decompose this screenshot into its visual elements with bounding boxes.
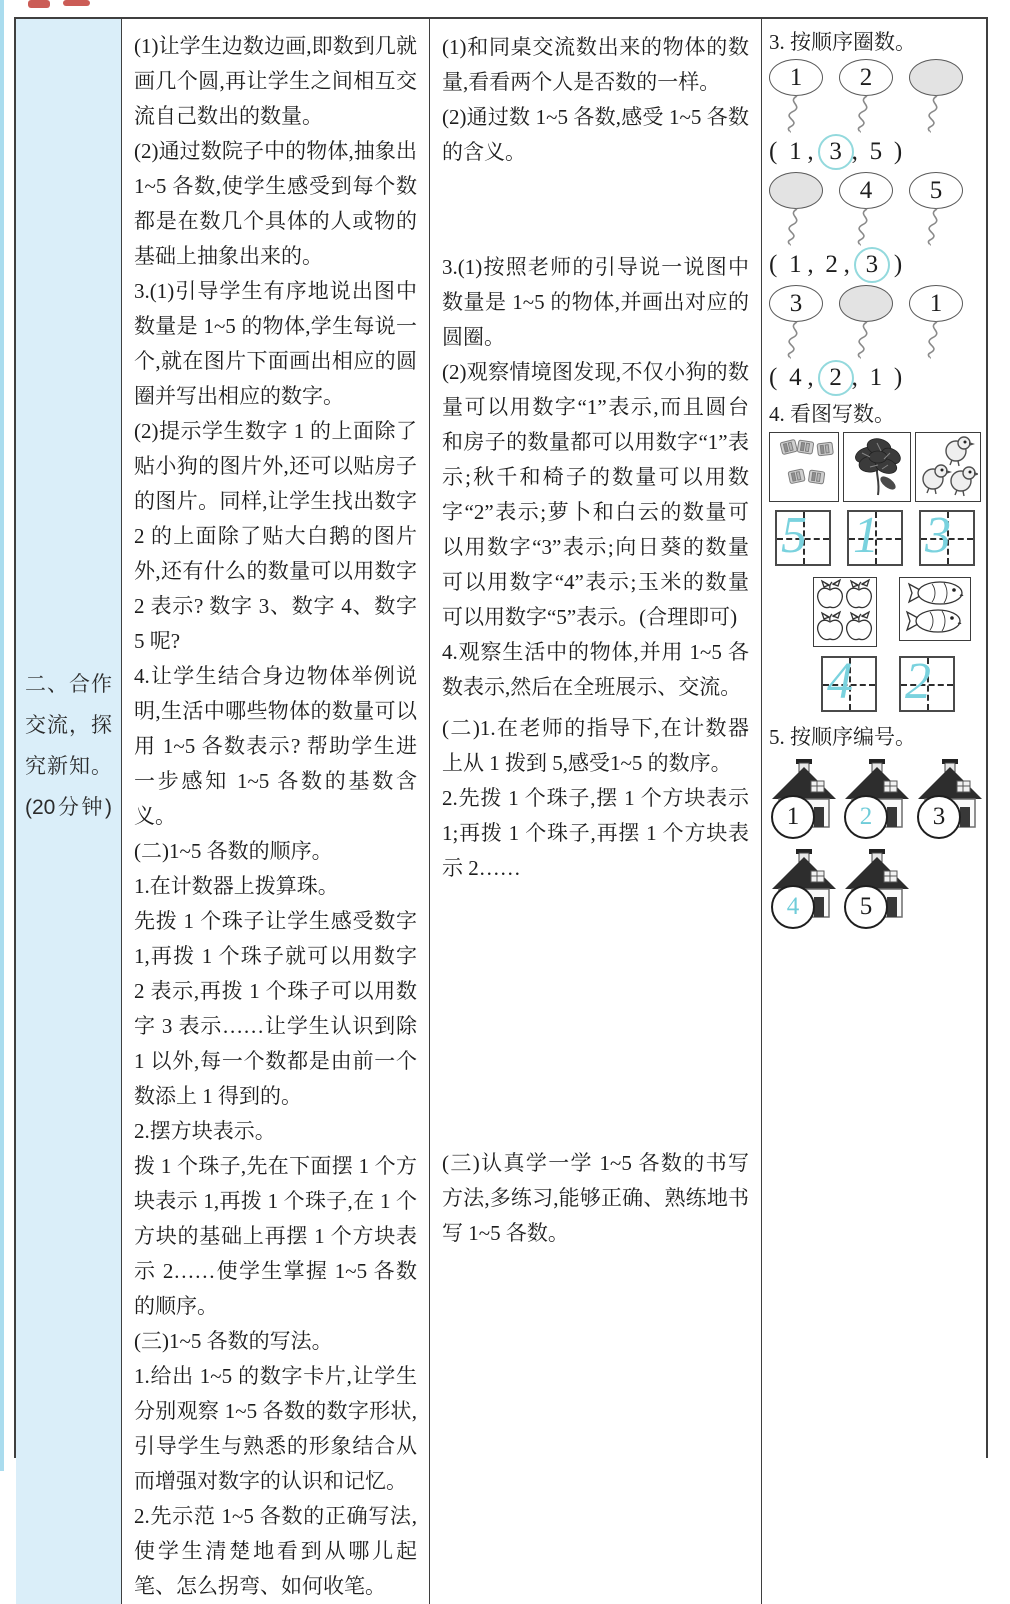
- answer-number: 1: [869, 364, 883, 391]
- writing-grid: [821, 653, 877, 712]
- house: [915, 757, 985, 841]
- answer-number: 5: [869, 138, 883, 165]
- paragraph: 2.先示范 1~5 各数的正确写法,使学生清楚地看到从哪儿起笔、怎么拐弯、如何收笔。: [134, 1504, 417, 1598]
- writing-grid: [899, 653, 955, 712]
- house-number: 1: [771, 795, 815, 839]
- balloon-row: [769, 172, 981, 246]
- balloon-string-icon: [783, 321, 807, 359]
- written-number: 2: [905, 653, 931, 711]
- written-number: 3: [925, 507, 951, 565]
- paren: (: [769, 138, 778, 165]
- balloon-string-icon: [853, 95, 877, 133]
- balloon-number: 4: [839, 172, 893, 209]
- balloon-string-icon: [783, 208, 807, 246]
- comma: ,: [851, 364, 858, 391]
- balloon-number: 1: [769, 59, 823, 96]
- paragraph: (2)通过数 1~5 各数,感受 1~5 各数的含义。: [442, 105, 749, 164]
- sharpeners-icon: [769, 432, 839, 502]
- stage-column: [16, 19, 122, 1604]
- paren: ): [893, 364, 903, 391]
- paren: (: [769, 364, 778, 391]
- exercise-column: [762, 19, 986, 1604]
- answer-number: 2: [825, 251, 838, 278]
- stage-label: [16, 664, 121, 828]
- balloon-string-icon: [923, 321, 947, 359]
- paren: (: [769, 251, 778, 278]
- answer-row: [769, 136, 981, 168]
- comma: ,: [807, 251, 814, 278]
- paragraph: (2)提示学生数字 1 的上面除了贴小狗的图片外,还可以贴房子的图片。同样,让学生找出数字 2 的上面除了贴大白鹅的图片外,还有什么的数量可以用数字 2 表示? 数字 3、数字 4、数字 5 呢?: [134, 419, 417, 653]
- comma: ,: [807, 364, 814, 391]
- comma: ,: [843, 251, 850, 278]
- paragraph: 3.(1)按照老师的引导说一说图中数量是 1~5 的物体,并画出对应的圆圈。: [442, 255, 749, 349]
- student-block-3: [430, 711, 761, 886]
- balloon: [769, 172, 835, 246]
- paragraph: (三)1~5 各数的写法。: [134, 1329, 333, 1353]
- balloon-number: 3: [769, 285, 823, 322]
- balloon-number: [769, 172, 823, 209]
- balloon-number: 5: [909, 172, 963, 209]
- paragraph: 4.让学生结合身边物体举例说明,生活中哪些物体的数量可以用 1~5 各数表示? 帮助学生进一步感知 1~5 各数的基数含义。: [134, 664, 417, 828]
- paragraph: (2)通过数院子中的物体,抽象出 1~5 各数,使学生感受到每个数都是在数几个具体的人或物的基础上抽象出来的。: [134, 139, 417, 268]
- picture-row: [769, 432, 981, 502]
- fish-icon: [899, 577, 971, 641]
- answer-number-circled: 2: [818, 360, 854, 396]
- paragraph: (二)1~5 各数的顺序。: [134, 839, 333, 863]
- student-block-1: [430, 30, 761, 170]
- paragraph: (1)让学生边数边画,即数到几就画几个圆,再让学生之间相互交流自己数出的数量。: [134, 34, 417, 128]
- stage-label-line: 二、合作: [25, 673, 112, 696]
- stage-label-line: 究新知。: [25, 755, 112, 778]
- paragraph: (二)1.在老师的指导下,在计数器上从 1 拨到 5,感受1~5 的数序。: [442, 716, 749, 775]
- scan-artifact-mark: [63, 0, 90, 6]
- balloon: [909, 172, 975, 246]
- paragraph: 先拨 1 个珠子让学生感受数字 1,再拨 1 个珠子就可以用数字 2 表示,再拨 1 个珠子可以用数字 3 表示……让学生认识到除 1 以外,每一个数都是由前一个数添上 1 得到的。: [134, 909, 417, 1108]
- writing-grid-row: [769, 507, 981, 566]
- house-row: [769, 847, 981, 931]
- house-row: [769, 757, 981, 841]
- page-left-edge-line: [0, 0, 4, 1471]
- stage-label-line: (20分钟): [25, 796, 112, 819]
- student-block-4: [430, 1146, 761, 1251]
- house-number: 3: [917, 795, 961, 839]
- answer-number: 4: [789, 364, 802, 391]
- balloon-row: [769, 285, 981, 359]
- balloon: [909, 59, 975, 133]
- house: [769, 757, 839, 841]
- balloon: [839, 285, 905, 359]
- answer-number: 1: [789, 251, 802, 278]
- paragraph: 1.在计数器上拨算珠。: [134, 874, 339, 898]
- paragraph: (2)观察情境图发现,不仅小狗的数量可以用数字“1”表示,而且圆台和房子的数量都可以用数字“1”表示;秋千和椅子的数量可以用数字“2”表示;萝卜和白云的数量可以用数字“3”表示;向日葵的数量可以用数字“4”表示;玉米的数量可以用数字“5”表示。(合理即可): [442, 360, 749, 629]
- paragraph: 4.观察生活中的物体,并用 1~5 各数表示,然后在全班展示、交流。: [442, 640, 749, 699]
- picture-row: [813, 577, 981, 647]
- written-number: 5: [781, 507, 807, 565]
- balloon: [839, 59, 905, 133]
- house: [842, 847, 912, 931]
- exercise3-title: 3. 按顺序圈数。: [769, 30, 916, 54]
- balloon-number: [909, 59, 963, 96]
- paragraph: 1.给出 1~5 的数字卡片,让学生分别观察 1~5 各数的数字形状,引导学生与熟悉的形象结合从而增强对数字的认识和记忆。: [134, 1364, 417, 1493]
- written-number: 1: [853, 507, 879, 565]
- paragraph: 拨 1 个珠子,先在下面摆 1 个方块表示 1,再拨 1 个珠子,在 1 个方块的基础上再摆 1 个方块表示 2……使学生掌握 1~5 各数的顺序。: [134, 1154, 417, 1318]
- student-activity-column: [430, 19, 762, 1604]
- balloon: [909, 285, 975, 359]
- paragraph: 3.(1)引导学生有序地说出图中数量是 1~5 的物体,学生每说一个,就在图片下面画出相应的圆圈并写出相应的数字。: [134, 279, 417, 408]
- balloon-number: 2: [839, 59, 893, 96]
- answer-number-circled: 3: [818, 134, 854, 170]
- exercise4-title: 4. 看图写数。: [769, 402, 895, 426]
- house-number: 2: [844, 795, 888, 839]
- house-number: 4: [771, 885, 815, 929]
- balloon: [769, 59, 835, 133]
- balloon: [839, 172, 905, 246]
- house: [769, 847, 839, 931]
- answer-row: [769, 362, 981, 394]
- student-block-2: [430, 250, 761, 705]
- balloon-number: 1: [909, 285, 963, 322]
- balloon-number: [839, 285, 893, 322]
- writing-grid-row: [821, 653, 981, 712]
- teacher-activity-column: [122, 19, 430, 1604]
- writing-grid: [847, 507, 903, 566]
- balloon-row: [769, 59, 981, 133]
- lesson-plan-table: [14, 17, 988, 1598]
- balloon-string-icon: [853, 208, 877, 246]
- comma: ,: [851, 138, 858, 165]
- paragraph: 2.摆方块表示。: [134, 1119, 276, 1143]
- balloon-string-icon: [853, 321, 877, 359]
- balloon-string-icon: [923, 95, 947, 133]
- answer-number-circled: 3: [854, 247, 890, 283]
- written-number: 4: [827, 653, 853, 711]
- writing-grid: [919, 507, 975, 566]
- house-number: 5: [844, 885, 888, 929]
- chicks-icon: [915, 432, 981, 502]
- exercise5-title: 5. 按顺序编号。: [769, 725, 916, 749]
- balloon: [769, 285, 835, 359]
- paragraph: (1)和同桌交流数出来的物体的数量,看看两个人是否数的一样。: [442, 35, 749, 94]
- answer-number: 1: [789, 138, 802, 165]
- house: [842, 757, 912, 841]
- writing-grid: [775, 507, 831, 566]
- stage-label-line: 交流，探: [25, 714, 112, 737]
- flower-icon: [843, 432, 911, 502]
- paren: ): [893, 251, 903, 278]
- apples-icon: [813, 577, 877, 647]
- comma: ,: [807, 138, 814, 165]
- answer-row: [769, 249, 981, 281]
- paragraph: (三)认真学一学 1~5 各数的书写方法,多练习,能够正确、熟练地书写 1~5 各数。: [442, 1151, 749, 1245]
- balloon-string-icon: [783, 95, 807, 133]
- balloon-string-icon: [923, 208, 947, 246]
- paren: ): [893, 138, 903, 165]
- paragraph: 2.先拨 1 个珠子,摆 1 个方块表示 1;再拨 1 个珠子,再摆 1 个方块表示 2……: [442, 786, 749, 880]
- scan-artifact-mark: [28, 0, 50, 8]
